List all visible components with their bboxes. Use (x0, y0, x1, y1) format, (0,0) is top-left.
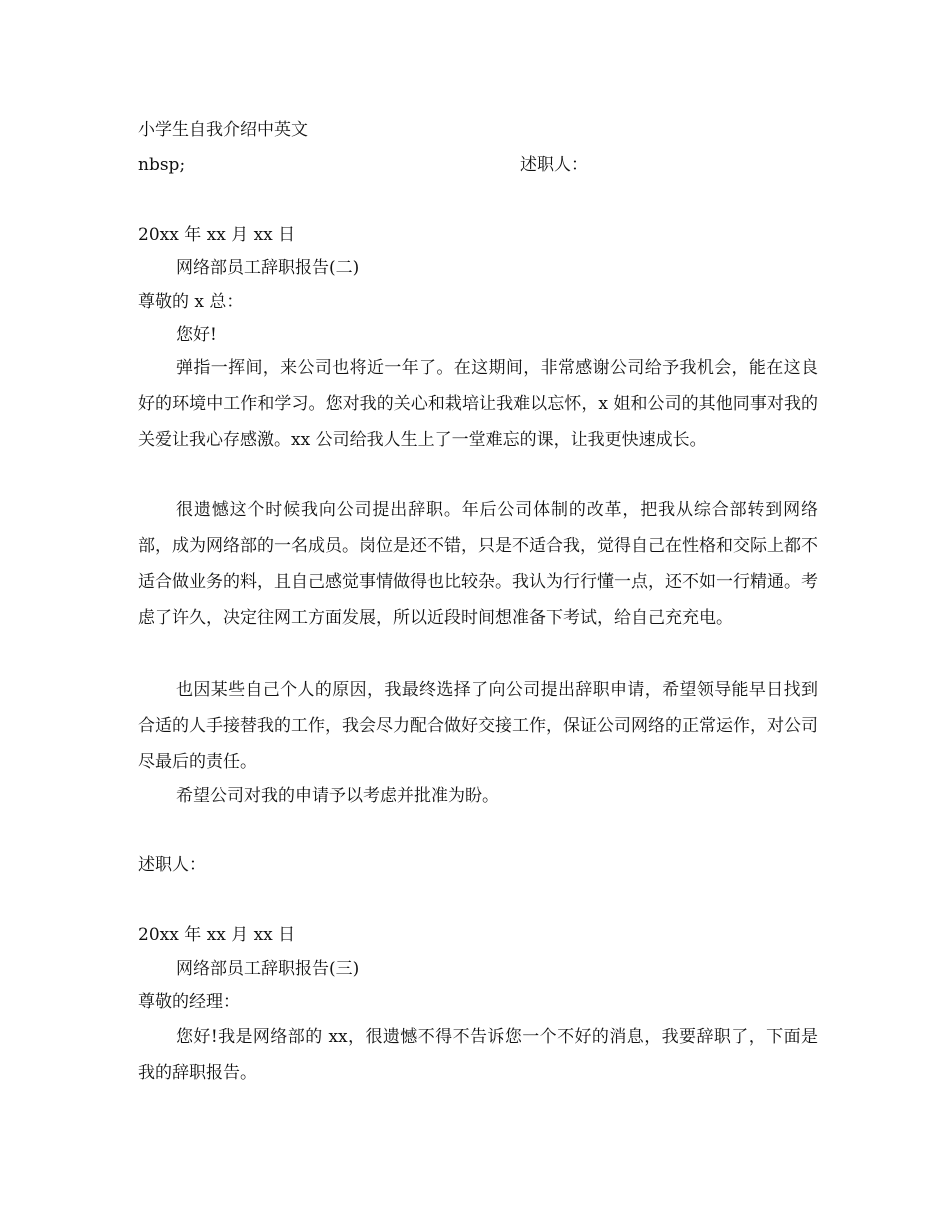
paragraph-2: 很遗憾这个时候我向公司提出辞职。年后公司体制的改革，把我从综合部转到网络部，成为网络部的一名成员。岗位是还不错，只是不适合我，觉得自己在性格和交际上都不适合做业务的料，且自己感觉事情做得也比较杂。我认为行行懂一点，还不如一行精通。考虑了许久，决定往网工方面发展，所以近段时间想准备下考试，给自己充充电。 (138, 500, 818, 628)
salutation-3: 尊敬的经理： (138, 992, 240, 1012)
document-title: 小学生自我介绍中英文 (138, 120, 308, 140)
paragraph-5: 您好!我是网络部的 xx，很遗憾不得不告诉您一个不好的消息，我要辞职了，下面是我的辞职报告。 (138, 1027, 818, 1083)
greeting-2: 您好! (176, 325, 217, 345)
date-line-2: 20xx 年 xx 月 xx 日 (138, 925, 296, 945)
nbsp-artifact: nbsp; (138, 155, 186, 175)
section-heading-3: 网络部员工辞职报告(三) (176, 959, 360, 979)
section-heading-2: 网络部员工辞职报告(二) (176, 258, 360, 278)
date-line-1: 20xx 年 xx 月 xx 日 (138, 225, 296, 245)
paragraph-1: 弹指一挥间，来公司也将近一年了。在这期间，非常感谢公司给予我机会，能在这良好的环境中工作和学习。您对我的关心和栽培让我难以忘怀，x 姐和公司的其他同事对我的关爱让我心存感激。xx 公司给我人生上了一堂难忘的课，让我更快速成长。 (138, 358, 818, 450)
paragraph-3: 也因某些自己个人的原因，我最终选择了向公司提出辞职申请，希望领导能早日找到合适的人手接替我的工作，我会尽力配合做好交接工作，保证公司网络的正常运作，对公司尽最后的责任。 (138, 680, 818, 772)
signer-label-top: 述职人： (520, 155, 588, 175)
signer-label-2: 述职人： (138, 855, 206, 875)
salutation-2: 尊敬的 x 总： (138, 292, 244, 312)
paragraph-4: 希望公司对我的申请予以考虑并批准为盼。 (176, 786, 499, 806)
